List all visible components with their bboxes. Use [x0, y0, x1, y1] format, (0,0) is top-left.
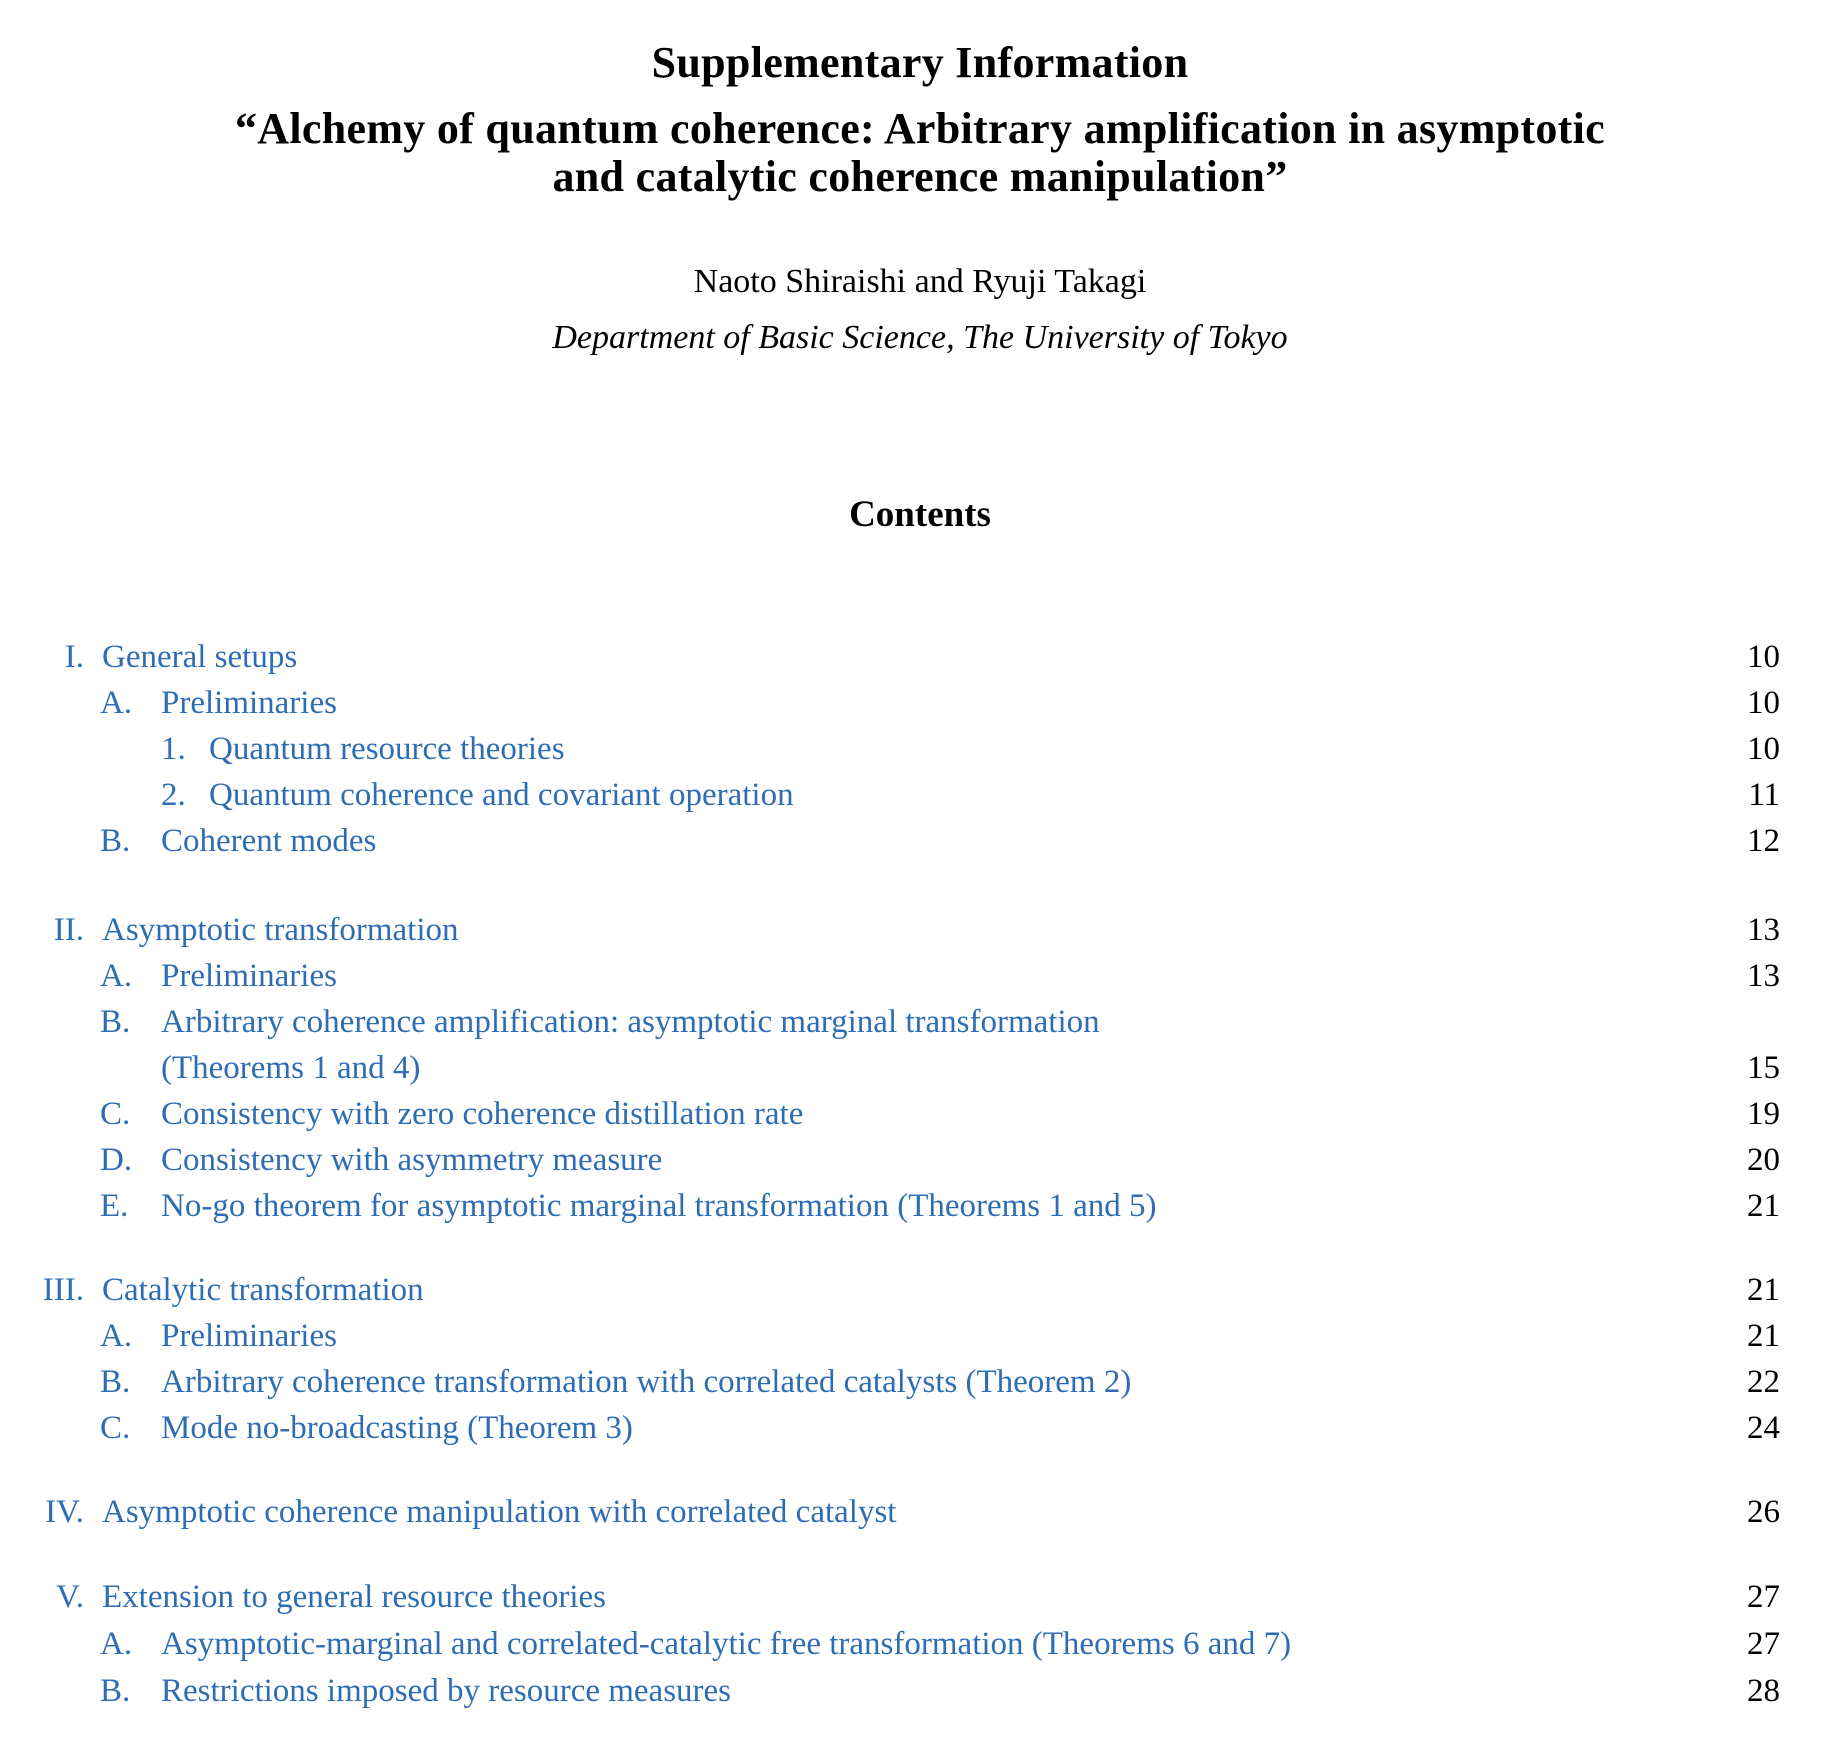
toc-link[interactable]: Quantum coherence and covariant operation — [209, 777, 794, 813]
toc-page-number: 13 — [1747, 912, 1780, 948]
toc-number: C. — [100, 1410, 131, 1446]
toc-entry-section-1a2[interactable] — [0, 772, 1840, 818]
toc-link[interactable]: Consistency with zero coherence distillation rate — [161, 1096, 804, 1132]
toc-page-number: 21 — [1747, 1272, 1780, 1308]
toc-link[interactable]: Quantum resource theories — [209, 731, 565, 767]
supplementary-heading: Supplementary Information — [651, 38, 1189, 87]
toc-number: A. — [100, 1626, 133, 1662]
toc-number: A. — [100, 685, 133, 721]
toc-link[interactable]: Preliminaries — [161, 1318, 337, 1354]
toc-number: V. — [56, 1579, 84, 1615]
toc-page-number: 26 — [1747, 1494, 1780, 1530]
toc-page-number: 10 — [1747, 639, 1780, 675]
toc-entry-section-2c[interactable] — [0, 1091, 1840, 1137]
toc-entry-section-5b[interactable] — [0, 1668, 1840, 1714]
paper-title-line-2: and catalytic coherence manipulation” — [552, 152, 1288, 201]
toc-number: 1. — [161, 731, 186, 767]
toc-link-continuation[interactable]: (Theorems 1 and 4) — [161, 1050, 421, 1086]
toc-entry-section-2b[interactable] — [0, 999, 1840, 1045]
toc-entry-section-2[interactable] — [0, 907, 1840, 953]
contents-heading: Contents — [849, 494, 991, 535]
toc-link[interactable]: Asymptotic transformation — [102, 912, 459, 948]
toc-entry-section-2b-continued[interactable] — [0, 1045, 1840, 1091]
affiliation: Department of Basic Science, The University of Tokyo — [552, 319, 1288, 356]
toc-page-number: 28 — [1747, 1673, 1780, 1709]
toc-page-number: 10 — [1747, 685, 1780, 721]
toc-link[interactable]: Coherent modes — [161, 823, 377, 859]
toc-page-number: 22 — [1747, 1364, 1780, 1400]
toc-entry-section-3[interactable] — [0, 1267, 1840, 1313]
toc-entry-section-1b[interactable] — [0, 818, 1840, 864]
toc-entry-section-1a1[interactable] — [0, 726, 1840, 772]
toc-number: B. — [100, 1364, 131, 1400]
toc-entry-section-5a[interactable] — [0, 1621, 1840, 1667]
toc-number: D. — [100, 1142, 133, 1178]
toc-number: III. — [42, 1272, 84, 1308]
toc-entry-section-2a[interactable] — [0, 953, 1840, 999]
toc-number: A. — [100, 958, 133, 994]
toc-entry-section-2d[interactable] — [0, 1137, 1840, 1183]
toc-number: II. — [53, 912, 84, 948]
toc-link[interactable]: Consistency with asymmetry measure — [161, 1142, 663, 1178]
toc-number: A. — [100, 1318, 133, 1354]
paper-title-line-1: “Alchemy of quantum coherence: Arbitrary amplification in asymptotic — [234, 104, 1605, 153]
toc-link[interactable]: Extension to general resource theories — [102, 1579, 606, 1615]
toc-entry-section-3c[interactable] — [0, 1405, 1840, 1451]
toc-link[interactable]: Restrictions imposed by resource measures — [161, 1673, 732, 1709]
toc-page-number: 15 — [1747, 1050, 1780, 1086]
toc-link[interactable]: Mode no-broadcasting (Theorem 3) — [161, 1410, 633, 1446]
toc-entry-section-5[interactable] — [0, 1574, 1840, 1620]
toc-page-number: 27 — [1747, 1626, 1780, 1662]
toc-link[interactable]: Preliminaries — [161, 685, 337, 721]
toc-entry-section-3b[interactable] — [0, 1359, 1840, 1405]
toc-number: E. — [100, 1188, 129, 1224]
toc-link[interactable]: Asymptotic coherence manipulation with correlated catalyst — [102, 1494, 897, 1530]
toc-page-number: 24 — [1747, 1410, 1780, 1446]
toc-entry-section-3a[interactable] — [0, 1313, 1840, 1359]
toc-entry-section-2e[interactable] — [0, 1183, 1840, 1229]
toc-link[interactable]: General setups — [102, 639, 298, 675]
toc-page-number: 19 — [1747, 1096, 1780, 1132]
toc-entry-section-1a[interactable] — [0, 680, 1840, 726]
toc-link[interactable]: Arbitrary coherence transformation with correlated catalysts (Theorem 2) — [161, 1364, 1132, 1400]
toc-page-number: 11 — [1748, 777, 1780, 813]
toc-page-number: 12 — [1747, 823, 1780, 859]
toc-number: C. — [100, 1096, 131, 1132]
toc-page-number: 27 — [1747, 1579, 1780, 1615]
toc-entry-section-1[interactable] — [0, 634, 1840, 680]
toc-number: I. — [64, 639, 84, 675]
toc-link[interactable]: No-go theorem for asymptotic marginal transformation (Theorems 1 and 5) — [161, 1188, 1157, 1224]
toc-number: B. — [100, 1004, 131, 1040]
toc-number: B. — [100, 823, 131, 859]
toc-number: IV. — [45, 1494, 84, 1530]
toc-page-number: 13 — [1747, 958, 1780, 994]
toc-number: 2. — [161, 777, 186, 813]
toc-link[interactable]: Preliminaries — [161, 958, 337, 994]
toc-link[interactable]: Arbitrary coherence amplification: asymptotic marginal transformation — [161, 1004, 1100, 1040]
toc-entry-section-4[interactable] — [0, 1489, 1840, 1535]
authors: Naoto Shiraishi and Ryuji Takagi — [693, 263, 1147, 300]
toc-page-number: 21 — [1747, 1188, 1780, 1224]
toc-number: B. — [100, 1673, 131, 1709]
toc-page-number: 21 — [1747, 1318, 1780, 1354]
toc-link[interactable]: Catalytic transformation — [102, 1272, 424, 1308]
toc-page-number: 20 — [1747, 1142, 1780, 1178]
toc-page-number: 10 — [1747, 731, 1780, 767]
toc-link[interactable]: Asymptotic-marginal and correlated-catalytic free transformation (Theorems 6 and 7) — [161, 1626, 1292, 1662]
